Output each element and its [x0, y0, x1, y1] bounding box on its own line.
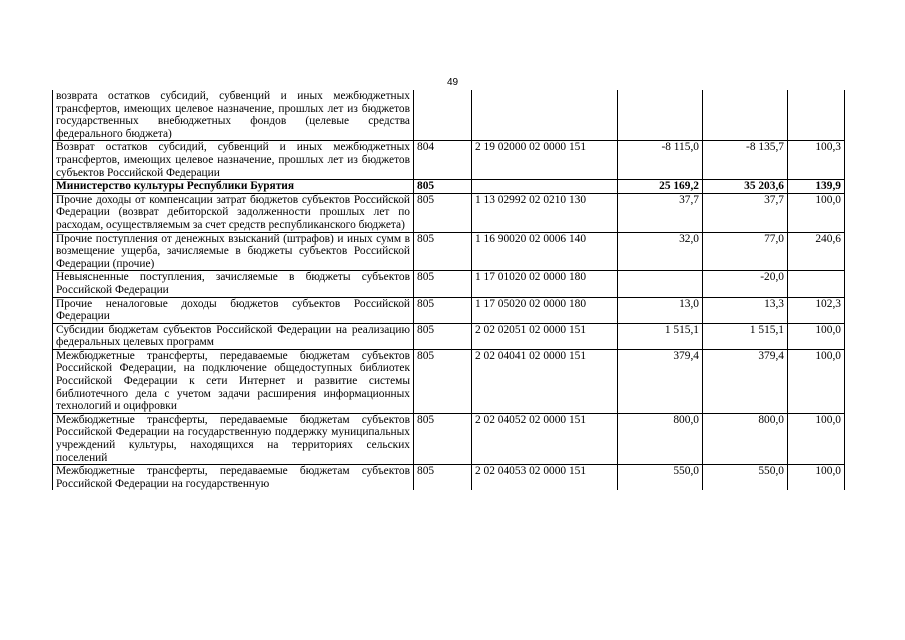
row-admin-code-cell: 805	[414, 413, 472, 464]
row-budget-code-cell	[472, 180, 618, 194]
row-name-cell: Субсидии бюджетам субъектов Российской Федерации на реализацию федеральных целевых программ	[53, 323, 414, 349]
row-executed-cell: 1 515,1	[703, 323, 788, 349]
row-admin-code-cell	[414, 90, 472, 141]
table-row	[53, 90, 845, 141]
row-budget-code-cell: 2 02 04052 02 0000 151	[472, 413, 618, 464]
row-executed-cell: 35 203,6	[703, 180, 788, 194]
row-budget-code-cell	[472, 90, 618, 141]
row-planned-cell: 13,0	[618, 297, 703, 323]
row-admin-code-cell: 805	[414, 297, 472, 323]
row-percent-cell: 100,3	[788, 141, 845, 180]
row-percent-cell	[788, 90, 845, 141]
row-percent-cell: 102,3	[788, 297, 845, 323]
table-row	[53, 297, 845, 323]
table-row	[53, 271, 845, 297]
row-executed-cell: 37,7	[703, 193, 788, 232]
row-executed-cell: 379,4	[703, 349, 788, 413]
row-budget-code-cell: 1 13 02992 02 0210 130	[472, 193, 618, 232]
table-row	[53, 232, 845, 271]
row-planned-cell: 550,0	[618, 465, 703, 491]
row-admin-code-cell: 805	[414, 349, 472, 413]
row-name-cell: Невыясненные поступления, зачисляемые в бюджеты субъектов Российской Федерации	[53, 271, 414, 297]
page-number: 49	[446, 77, 459, 88]
row-percent-cell	[788, 271, 845, 297]
row-budget-code-cell: 2 02 04041 02 0000 151	[472, 349, 618, 413]
revenue-table-body	[53, 90, 845, 490]
row-admin-code-cell: 805	[414, 193, 472, 232]
row-percent-cell: 240,6	[788, 232, 845, 271]
row-planned-cell: 1 515,1	[618, 323, 703, 349]
row-planned-cell	[618, 90, 703, 141]
table-row	[53, 465, 845, 491]
row-budget-code-cell: 2 02 02051 02 0000 151	[472, 323, 618, 349]
row-admin-code-cell: 804	[414, 141, 472, 180]
row-executed-cell: -8 135,7	[703, 141, 788, 180]
row-planned-cell: 37,7	[618, 193, 703, 232]
row-budget-code-cell: 1 16 90020 02 0006 140	[472, 232, 618, 271]
row-budget-code-cell: 2 02 04053 02 0000 151	[472, 465, 618, 491]
row-name-cell: Прочие доходы от компенсации затрат бюджетов субъектов Российской Федерации (возврат дебиторской задолженности прошлых лет по расходам, осуществляемым за счет средств республиканского бюджета)	[53, 193, 414, 232]
row-executed-cell: 800,0	[703, 413, 788, 464]
row-percent-cell: 139,9	[788, 180, 845, 194]
row-admin-code-cell: 805	[414, 180, 472, 194]
row-admin-code-cell: 805	[414, 271, 472, 297]
row-budget-code-cell: 1 17 01020 02 0000 180	[472, 271, 618, 297]
table-row	[53, 323, 845, 349]
row-planned-cell: -8 115,0	[618, 141, 703, 180]
revenue-table	[52, 90, 845, 490]
row-admin-code-cell: 805	[414, 232, 472, 271]
table-row	[53, 413, 845, 464]
row-executed-cell	[703, 90, 788, 141]
row-name-cell: Возврат остатков субсидий, субвенций и иных межбюджетных трансфертов, имеющих целевое назначение, прошлых лет из бюджетов субъектов Российской Федерации	[53, 141, 414, 180]
table-row	[53, 349, 845, 413]
row-name-cell: Прочие неналоговые доходы бюджетов субъектов Российской Федерации	[53, 297, 414, 323]
row-admin-code-cell: 805	[414, 465, 472, 491]
row-planned-cell: 379,4	[618, 349, 703, 413]
row-name-cell: Министерство культуры Республики Бурятия	[53, 180, 414, 194]
row-percent-cell: 100,0	[788, 193, 845, 232]
row-planned-cell: 25 169,2	[618, 180, 703, 194]
row-percent-cell: 100,0	[788, 349, 845, 413]
row-executed-cell: 13,3	[703, 297, 788, 323]
table-row	[53, 141, 845, 180]
row-budget-code-cell: 1 17 05020 02 0000 180	[472, 297, 618, 323]
row-admin-code-cell: 805	[414, 323, 472, 349]
row-executed-cell: -20,0	[703, 271, 788, 297]
row-planned-cell: 800,0	[618, 413, 703, 464]
row-executed-cell: 550,0	[703, 465, 788, 491]
row-executed-cell: 77,0	[703, 232, 788, 271]
row-name-cell: Межбюджетные трансферты, передаваемые бюджетам субъектов Российской Федерации на государственную поддержку муниципальных учреждений культуры, находящихся на территориях сельских поселений	[53, 413, 414, 464]
row-percent-cell: 100,0	[788, 465, 845, 491]
row-planned-cell	[618, 271, 703, 297]
table-row	[53, 193, 845, 232]
row-name-cell: Прочие поступления от денежных взысканий (штрафов) и иных сумм в возмещение ущерба, зачисляемые в бюджеты субъектов Российской Федерации (прочие)	[53, 232, 414, 271]
row-name-cell: Межбюджетные трансферты, передаваемые бюджетам субъектов Российской Федерации, на подключение общедоступных библиотек Российской Федерации к сети Интернет и развитие системы библиотечного дела с учетом задачи расширения информационных технологий и оцифровки	[53, 349, 414, 413]
row-budget-code-cell: 2 19 02000 02 0000 151	[472, 141, 618, 180]
row-name-cell: Межбюджетные трансферты, передаваемые бюджетам субъектов Российской Федерации на государственную	[53, 465, 414, 491]
row-name-cell: возврата остатков субсидий, субвенций и иных межбюджетных трансфертов, имеющих целевое назначение, прошлых лет из бюджетов государственных внебюджетных фондов (целевые средства федерального бюджета)	[53, 90, 414, 141]
row-planned-cell: 32,0	[618, 232, 703, 271]
row-percent-cell: 100,0	[788, 413, 845, 464]
table-row	[53, 180, 845, 194]
row-percent-cell: 100,0	[788, 323, 845, 349]
